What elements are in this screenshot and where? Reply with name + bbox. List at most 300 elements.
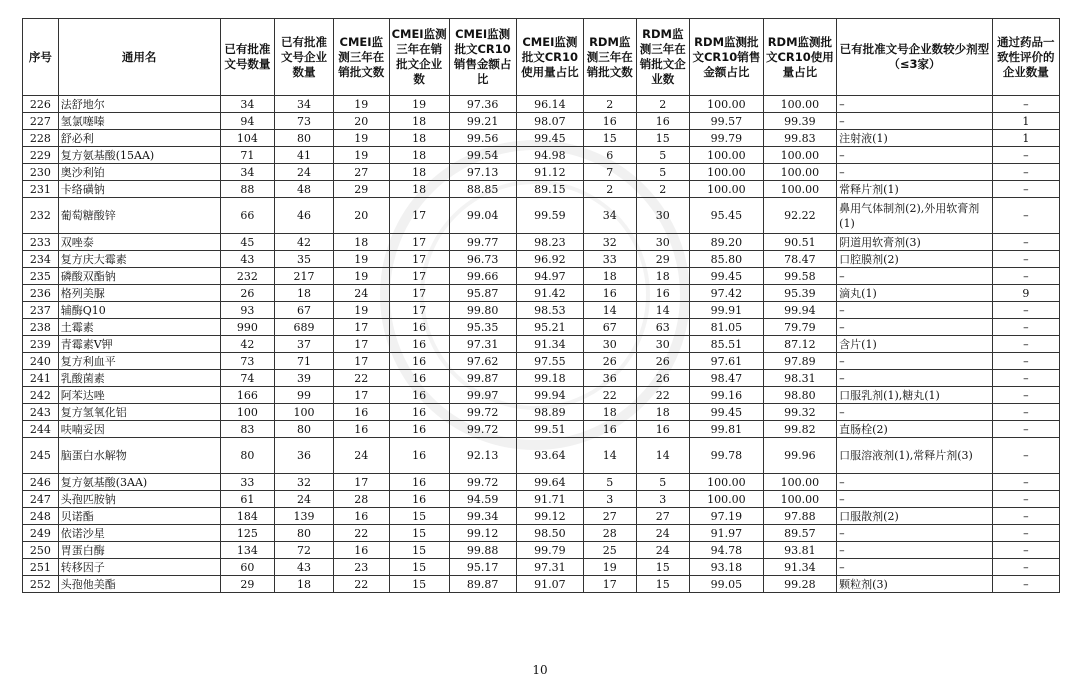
value-cell: 27: [636, 508, 690, 525]
value-cell: 95.17: [449, 559, 516, 576]
value-cell: 16: [636, 421, 690, 438]
value-cell: 97.13: [449, 164, 516, 181]
value-cell: –: [992, 438, 1059, 474]
value-cell: 91.42: [516, 285, 583, 302]
value-cell: 17: [389, 302, 449, 319]
drug-name-cell: 头孢他美酯: [58, 576, 220, 593]
value-cell: 99.57: [690, 113, 764, 130]
value-cell: 63: [636, 319, 690, 336]
value-cell: 100.00: [690, 164, 764, 181]
drug-name-cell: 葡萄糖酸锌: [58, 198, 220, 234]
value-cell: 99.45: [690, 404, 764, 421]
value-cell: 30: [636, 234, 690, 251]
value-cell: 2: [636, 181, 690, 198]
value-cell: 100.00: [690, 96, 764, 113]
value-cell: 88: [220, 181, 275, 198]
value-cell: 85.80: [690, 251, 764, 268]
value-cell: 22: [333, 576, 389, 593]
value-cell: 16: [389, 387, 449, 404]
value-cell: 16: [333, 508, 389, 525]
value-cell: 97.31: [449, 336, 516, 353]
value-cell: 95.21: [516, 319, 583, 336]
row-number-cell: 249: [23, 525, 59, 542]
value-cell: 97.88: [763, 508, 837, 525]
value-cell: 99.28: [763, 576, 837, 593]
value-cell: 18: [275, 576, 334, 593]
value-cell: 19: [583, 559, 636, 576]
value-cell: 26: [636, 353, 690, 370]
drug-name-cell: 胃蛋白酶: [58, 542, 220, 559]
value-cell: 98.31: [763, 370, 837, 387]
value-cell: 34: [583, 198, 636, 234]
value-cell: 19: [333, 147, 389, 164]
row-number-cell: 240: [23, 353, 59, 370]
value-cell: 14: [583, 302, 636, 319]
table-row: [23, 251, 1060, 268]
value-cell: 22: [333, 525, 389, 542]
value-cell: 87.12: [763, 336, 837, 353]
header-row: [23, 19, 1060, 96]
value-cell: 17: [389, 268, 449, 285]
value-cell: 94.98: [516, 147, 583, 164]
table-row: [23, 387, 1060, 404]
dosage-form-cell: –: [837, 370, 992, 387]
drug-name-cell: 磷酸双酯钠: [58, 268, 220, 285]
value-cell: 99.39: [763, 113, 837, 130]
value-cell: –: [992, 353, 1059, 370]
value-cell: 24: [275, 491, 334, 508]
value-cell: 96.14: [516, 96, 583, 113]
table-row: [23, 576, 1060, 593]
value-cell: –: [992, 421, 1059, 438]
value-cell: 93.64: [516, 438, 583, 474]
table-row: [23, 130, 1060, 147]
table-row: [23, 147, 1060, 164]
value-cell: 7: [583, 164, 636, 181]
value-cell: 98.07: [516, 113, 583, 130]
page-number: 10: [532, 663, 548, 677]
value-cell: 98.80: [763, 387, 837, 404]
row-number-cell: 245: [23, 438, 59, 474]
column-header: 序号: [23, 19, 59, 96]
value-cell: 17: [389, 198, 449, 234]
value-cell: 16: [389, 438, 449, 474]
table-row: [23, 491, 1060, 508]
dosage-form-cell: –: [837, 268, 992, 285]
value-cell: 73: [275, 113, 334, 130]
column-header: CMEI监测三年在销批文企业数: [389, 19, 449, 96]
value-cell: 19: [333, 302, 389, 319]
value-cell: 17: [333, 474, 389, 491]
row-number-cell: 239: [23, 336, 59, 353]
value-cell: 100.00: [763, 164, 837, 181]
column-header: CMEI监测批文CR10销售金额占比: [449, 19, 516, 96]
value-cell: 100.00: [690, 491, 764, 508]
column-header: 通过药品一致性评价的企业数量: [992, 19, 1059, 96]
table-row: [23, 404, 1060, 421]
value-cell: 99.59: [516, 198, 583, 234]
column-header: 已有批准文号数量: [220, 19, 275, 96]
value-cell: 99.45: [516, 130, 583, 147]
value-cell: 99.51: [516, 421, 583, 438]
value-cell: 18: [389, 130, 449, 147]
value-cell: 94.59: [449, 491, 516, 508]
row-number-cell: 232: [23, 198, 59, 234]
value-cell: 80: [220, 438, 275, 474]
value-cell: 97.62: [449, 353, 516, 370]
value-cell: 1: [992, 113, 1059, 130]
value-cell: 90.51: [763, 234, 837, 251]
row-number-cell: 243: [23, 404, 59, 421]
table-row: [23, 353, 1060, 370]
value-cell: 16: [583, 285, 636, 302]
dosage-form-cell: –: [837, 164, 992, 181]
value-cell: 100.00: [763, 491, 837, 508]
dosage-form-cell: 口服散剂(2): [837, 508, 992, 525]
value-cell: 99.96: [763, 438, 837, 474]
column-header: 已有批准文号企业数量: [275, 19, 334, 96]
value-cell: 97.42: [690, 285, 764, 302]
value-cell: 17: [333, 387, 389, 404]
value-cell: 16: [389, 336, 449, 353]
value-cell: 24: [636, 542, 690, 559]
value-cell: 43: [220, 251, 275, 268]
table-row: [23, 438, 1060, 474]
value-cell: 15: [636, 130, 690, 147]
dosage-form-cell: –: [837, 404, 992, 421]
value-cell: 36: [583, 370, 636, 387]
value-cell: 91.34: [763, 559, 837, 576]
value-cell: 73: [220, 353, 275, 370]
dosage-form-cell: –: [837, 147, 992, 164]
value-cell: 100: [275, 404, 334, 421]
value-cell: 27: [583, 508, 636, 525]
value-cell: 19: [333, 251, 389, 268]
value-cell: 24: [333, 285, 389, 302]
value-cell: 99.80: [449, 302, 516, 319]
value-cell: 99.72: [449, 404, 516, 421]
value-cell: 36: [275, 438, 334, 474]
value-cell: 80: [275, 130, 334, 147]
value-cell: 95.45: [690, 198, 764, 234]
value-cell: –: [992, 164, 1059, 181]
value-cell: 1: [992, 130, 1059, 147]
value-cell: 19: [333, 96, 389, 113]
value-cell: 6: [583, 147, 636, 164]
value-cell: 60: [220, 559, 275, 576]
value-cell: 99.78: [690, 438, 764, 474]
value-cell: 33: [583, 251, 636, 268]
drug-name-cell: 法舒地尔: [58, 96, 220, 113]
row-number-cell: 247: [23, 491, 59, 508]
value-cell: 71: [275, 353, 334, 370]
value-cell: 78.47: [763, 251, 837, 268]
value-cell: –: [992, 336, 1059, 353]
value-cell: 29: [333, 181, 389, 198]
row-number-cell: 235: [23, 268, 59, 285]
value-cell: 28: [583, 525, 636, 542]
value-cell: 61: [220, 491, 275, 508]
value-cell: –: [992, 302, 1059, 319]
value-cell: 18: [389, 147, 449, 164]
value-cell: 18: [583, 404, 636, 421]
value-cell: 72: [275, 542, 334, 559]
value-cell: 125: [220, 525, 275, 542]
value-cell: 100.00: [690, 474, 764, 491]
drug-name-cell: 复方利血平: [58, 353, 220, 370]
value-cell: 26: [583, 353, 636, 370]
table-row: [23, 370, 1060, 387]
dosage-form-cell: 直肠栓(2): [837, 421, 992, 438]
value-cell: 99.91: [690, 302, 764, 319]
table-row: [23, 542, 1060, 559]
value-cell: 18: [583, 268, 636, 285]
dosage-form-cell: –: [837, 474, 992, 491]
value-cell: 15: [389, 525, 449, 542]
value-cell: 39: [275, 370, 334, 387]
value-cell: 16: [389, 404, 449, 421]
value-cell: 14: [583, 438, 636, 474]
row-number-cell: 231: [23, 181, 59, 198]
value-cell: 29: [220, 576, 275, 593]
value-cell: 2: [583, 96, 636, 113]
value-cell: 99.72: [449, 474, 516, 491]
table-row: [23, 302, 1060, 319]
value-cell: 92.13: [449, 438, 516, 474]
value-cell: –: [992, 147, 1059, 164]
value-cell: 85.51: [690, 336, 764, 353]
value-cell: 91.97: [690, 525, 764, 542]
value-cell: 99.77: [449, 234, 516, 251]
value-cell: 99.12: [516, 508, 583, 525]
value-cell: –: [992, 370, 1059, 387]
row-number-cell: 248: [23, 508, 59, 525]
value-cell: 99.45: [690, 268, 764, 285]
value-cell: 93.18: [690, 559, 764, 576]
value-cell: 91.12: [516, 164, 583, 181]
value-cell: 18: [636, 268, 690, 285]
value-cell: 98.89: [516, 404, 583, 421]
value-cell: 26: [220, 285, 275, 302]
row-number-cell: 252: [23, 576, 59, 593]
value-cell: 99.32: [763, 404, 837, 421]
value-cell: 99.88: [449, 542, 516, 559]
value-cell: –: [992, 319, 1059, 336]
value-cell: 29: [636, 251, 690, 268]
value-cell: 27: [333, 164, 389, 181]
row-number-cell: 242: [23, 387, 59, 404]
value-cell: 15: [389, 576, 449, 593]
value-cell: 100.00: [763, 181, 837, 198]
value-cell: 89.15: [516, 181, 583, 198]
value-cell: 89.20: [690, 234, 764, 251]
drug-name-cell: 辅酶Q10: [58, 302, 220, 319]
value-cell: 99.83: [763, 130, 837, 147]
dosage-form-cell: 注射液(1): [837, 130, 992, 147]
value-cell: 30: [583, 336, 636, 353]
drug-name-cell: 复方庆大霉素: [58, 251, 220, 268]
value-cell: 80: [275, 421, 334, 438]
dosage-form-cell: 口服乳剂(1),糖丸(1): [837, 387, 992, 404]
value-cell: 134: [220, 542, 275, 559]
value-cell: –: [992, 96, 1059, 113]
value-cell: 18: [389, 164, 449, 181]
value-cell: 16: [389, 370, 449, 387]
column-header: RDM监测批文CR10销售金额占比: [690, 19, 764, 96]
value-cell: 97.61: [690, 353, 764, 370]
dosage-form-cell: 滴丸(1): [837, 285, 992, 302]
value-cell: 46: [275, 198, 334, 234]
dosage-form-cell: –: [837, 525, 992, 542]
value-cell: 33: [220, 474, 275, 491]
table-row: [23, 319, 1060, 336]
value-cell: 24: [275, 164, 334, 181]
table-row: [23, 268, 1060, 285]
row-number-cell: 233: [23, 234, 59, 251]
value-cell: –: [992, 251, 1059, 268]
value-cell: 97.31: [516, 559, 583, 576]
row-number-cell: 241: [23, 370, 59, 387]
value-cell: 2: [583, 181, 636, 198]
value-cell: 19: [333, 130, 389, 147]
value-cell: 19: [333, 268, 389, 285]
drug-name-cell: 头孢匹胺钠: [58, 491, 220, 508]
value-cell: 17: [389, 234, 449, 251]
value-cell: –: [992, 198, 1059, 234]
value-cell: 16: [389, 421, 449, 438]
value-cell: 94.78: [690, 542, 764, 559]
value-cell: –: [992, 525, 1059, 542]
value-cell: 96.92: [516, 251, 583, 268]
column-header: RDM监测批文CR10使用量占比: [763, 19, 837, 96]
drug-name-cell: 转移因子: [58, 559, 220, 576]
value-cell: 14: [636, 302, 690, 319]
value-cell: 16: [389, 319, 449, 336]
value-cell: 80: [275, 525, 334, 542]
value-cell: 100.00: [763, 96, 837, 113]
value-cell: 139: [275, 508, 334, 525]
row-number-cell: 226: [23, 96, 59, 113]
table-row: [23, 164, 1060, 181]
value-cell: 71: [220, 147, 275, 164]
value-cell: 100.00: [690, 181, 764, 198]
column-header: RDM监测三年在销批文企业数: [636, 19, 690, 96]
dosage-form-cell: –: [837, 96, 992, 113]
value-cell: 18: [333, 234, 389, 251]
value-cell: 94.97: [516, 268, 583, 285]
value-cell: 990: [220, 319, 275, 336]
column-header: RDM监测三年在销批文数: [583, 19, 636, 96]
value-cell: –: [992, 542, 1059, 559]
value-cell: 95.87: [449, 285, 516, 302]
drug-table: [22, 18, 1060, 593]
value-cell: 22: [333, 370, 389, 387]
value-cell: 24: [333, 438, 389, 474]
value-cell: –: [992, 404, 1059, 421]
value-cell: –: [992, 559, 1059, 576]
value-cell: 16: [583, 421, 636, 438]
value-cell: 99.04: [449, 198, 516, 234]
value-cell: 79.79: [763, 319, 837, 336]
value-cell: 98.50: [516, 525, 583, 542]
table-row: [23, 421, 1060, 438]
drug-name-cell: 阿苯达唑: [58, 387, 220, 404]
value-cell: 16: [389, 353, 449, 370]
value-cell: 97.89: [763, 353, 837, 370]
value-cell: 99.58: [763, 268, 837, 285]
value-cell: 99.87: [449, 370, 516, 387]
row-number-cell: 229: [23, 147, 59, 164]
value-cell: 20: [333, 113, 389, 130]
value-cell: –: [992, 181, 1059, 198]
value-cell: 15: [636, 576, 690, 593]
dosage-form-cell: 口服溶液剂(1),常释片剂(3): [837, 438, 992, 474]
value-cell: 98.23: [516, 234, 583, 251]
value-cell: 18: [636, 404, 690, 421]
value-cell: 15: [636, 559, 690, 576]
value-cell: 99.97: [449, 387, 516, 404]
value-cell: 15: [389, 508, 449, 525]
drug-name-cell: 双唑泰: [58, 234, 220, 251]
value-cell: 99.56: [449, 130, 516, 147]
table-row: [23, 285, 1060, 302]
row-number-cell: 236: [23, 285, 59, 302]
value-cell: –: [992, 387, 1059, 404]
value-cell: 15: [389, 542, 449, 559]
value-cell: –: [992, 234, 1059, 251]
value-cell: 232: [220, 268, 275, 285]
table-row: [23, 559, 1060, 576]
value-cell: 99.64: [516, 474, 583, 491]
value-cell: 17: [333, 336, 389, 353]
drug-name-cell: 舒必利: [58, 130, 220, 147]
drug-name-cell: 复方氢氧化铝: [58, 404, 220, 421]
drug-name-cell: 格列美脲: [58, 285, 220, 302]
value-cell: 98.47: [690, 370, 764, 387]
value-cell: 104: [220, 130, 275, 147]
value-cell: 23: [333, 559, 389, 576]
value-cell: 30: [636, 336, 690, 353]
value-cell: 22: [583, 387, 636, 404]
drug-name-cell: 脑蛋白水解物: [58, 438, 220, 474]
drug-name-cell: 氢氯噻嗪: [58, 113, 220, 130]
value-cell: 43: [275, 559, 334, 576]
value-cell: 19: [389, 96, 449, 113]
row-number-cell: 246: [23, 474, 59, 491]
value-cell: 14: [636, 438, 690, 474]
dosage-form-cell: –: [837, 491, 992, 508]
value-cell: –: [992, 508, 1059, 525]
dosage-form-cell: 阴道用软膏剂(3): [837, 234, 992, 251]
value-cell: 16: [333, 421, 389, 438]
value-cell: 99: [275, 387, 334, 404]
value-cell: 99.79: [690, 130, 764, 147]
row-number-cell: 230: [23, 164, 59, 181]
drug-name-cell: 奥沙利铂: [58, 164, 220, 181]
value-cell: 16: [583, 113, 636, 130]
drug-name-cell: 贝诺酯: [58, 508, 220, 525]
value-cell: 5: [583, 474, 636, 491]
value-cell: 16: [389, 491, 449, 508]
column-header: 通用名: [58, 19, 220, 96]
value-cell: 217: [275, 268, 334, 285]
value-cell: 18: [389, 181, 449, 198]
value-cell: 16: [389, 474, 449, 491]
value-cell: 99.18: [516, 370, 583, 387]
value-cell: 37: [275, 336, 334, 353]
value-cell: 17: [333, 353, 389, 370]
value-cell: 26: [636, 370, 690, 387]
